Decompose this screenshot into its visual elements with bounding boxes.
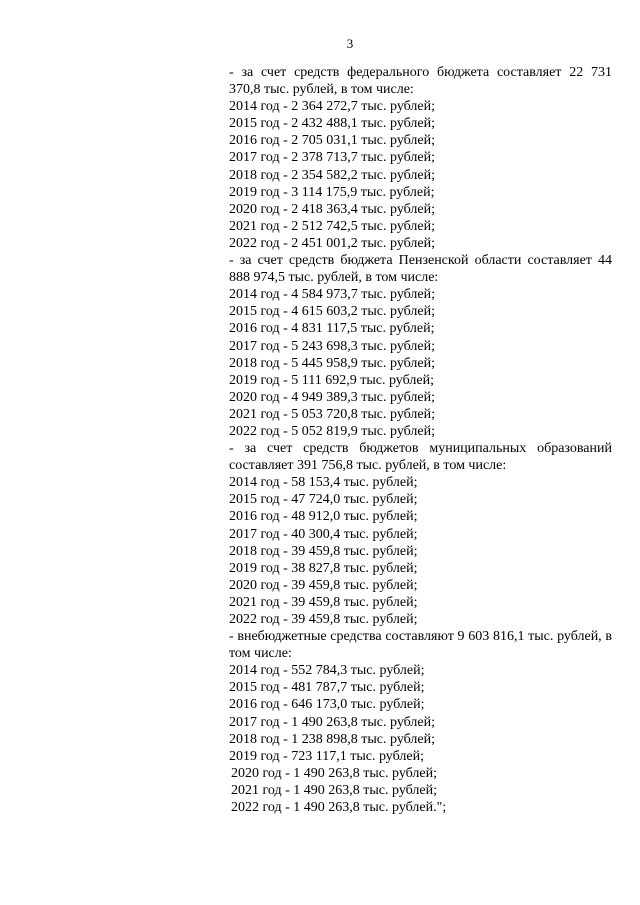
- year-line: 2019 год - 38 827,8 тыс. рублей;: [229, 560, 418, 576]
- year-line: 2015 год - 2 432 488,1 тыс. рублей;: [229, 116, 436, 132]
- municipal-budget-section: [229, 440, 612, 628]
- year-line: 2019 год - 5 111 692,9 тыс. рублей;: [229, 372, 434, 388]
- year-line: 2022 год - 2 451 001,2 тыс. рублей;: [229, 235, 436, 251]
- year-line: 2017 год - 40 300,4 тыс. рублей;: [229, 526, 418, 542]
- year-line: 2022 год - 39 459,8 тыс. рублей;: [229, 612, 418, 627]
- year-line: 2020 год - 4 949 389,3 тыс. рублей;: [229, 389, 436, 405]
- year-line: 2017 год - 1 490 263,8 тыс. рублей;: [229, 714, 436, 730]
- extrabudgetary-section: [229, 628, 612, 816]
- regional-budget-section: [229, 252, 612, 440]
- year-line: 2014 год - 58 153,4 тыс. рублей;: [229, 475, 418, 491]
- year-line: 2017 год - 2 378 713,7 тыс. рублей;: [229, 150, 436, 166]
- year-line: 2019 год - 3 114 175,9 тыс. рублей;: [229, 184, 435, 200]
- federal-budget-section: [229, 64, 612, 252]
- year-line: 2016 год - 48 912,0 тыс. рублей;: [229, 509, 418, 525]
- year-line: 2019 год - 723 117,1 тыс. рублей;: [229, 748, 424, 764]
- year-line: 2014 год - 552 784,3 тыс. рублей;: [229, 663, 425, 679]
- year-line: 2015 год - 4 615 603,2 тыс. рублей;: [229, 304, 436, 320]
- section-heading: - за счет средств бюджетов муниципальных образований составляет 391 756,8 тыс. рублей, в том числе:: [229, 441, 612, 474]
- year-line: 2021 год - 5 053 720,8 тыс. рублей;: [229, 406, 436, 422]
- section-heading: - внебюджетные средства составляют 9 603 816,1 тыс. рублей, в том числе:: [229, 629, 612, 662]
- page-number: 3: [346, 36, 354, 51]
- year-line: 2018 год - 2 354 582,2 тыс. рублей;: [229, 167, 436, 183]
- year-line: 2022 год - 1 490 263,8 тыс. рублей.";: [231, 800, 447, 816]
- year-line: 2014 год - 2 364 272,7 тыс. рублей;: [229, 99, 436, 115]
- year-line: 2015 год - 481 787,7 тыс. рублей;: [229, 680, 425, 696]
- year-line: 2018 год - 5 445 958,9 тыс. рублей;: [229, 355, 436, 371]
- section-heading: - за счет средств бюджета Пензенской области составляет 44 888 974,5 тыс. рублей, в том числе:: [229, 253, 612, 286]
- year-line: 2018 год - 1 238 898,8 тыс. рублей;: [229, 731, 436, 747]
- year-line: 2014 год - 4 584 973,7 тыс. рублей;: [229, 287, 436, 303]
- year-line: 2015 год - 47 724,0 тыс. рублей;: [229, 492, 418, 508]
- year-line: 2021 год - 39 459,8 тыс. рублей;: [229, 594, 418, 610]
- year-line: 2016 год - 4 831 117,5 тыс. рублей;: [229, 321, 435, 337]
- section-heading: - за счет средств федерального бюджета составляет 22 731 370,8 тыс. рублей, в том числе:: [229, 65, 612, 98]
- year-line: 2016 год - 2 705 031,1 тыс. рублей;: [229, 133, 436, 149]
- year-line: 2018 год - 39 459,8 тыс. рублей;: [229, 543, 418, 559]
- budget-text: [229, 64, 612, 816]
- year-line: 2017 год - 5 243 698,3 тыс. рублей;: [229, 338, 436, 354]
- year-line: 2022 год - 5 052 819,9 тыс. рублей;: [229, 423, 436, 439]
- year-line: 2016 год - 646 173,0 тыс. рублей;: [229, 697, 425, 713]
- year-line: 2020 год - 2 418 363,4 тыс. рублей;: [229, 201, 436, 217]
- year-line: 2021 год - 1 490 263,8 тыс. рублей;: [231, 782, 438, 798]
- year-line: 2020 год - 1 490 263,8 тыс. рублей;: [231, 765, 438, 781]
- year-line: 2020 год - 39 459,8 тыс. рублей;: [229, 577, 418, 593]
- year-line: 2021 год - 2 512 742,5 тыс. рублей;: [229, 218, 436, 234]
